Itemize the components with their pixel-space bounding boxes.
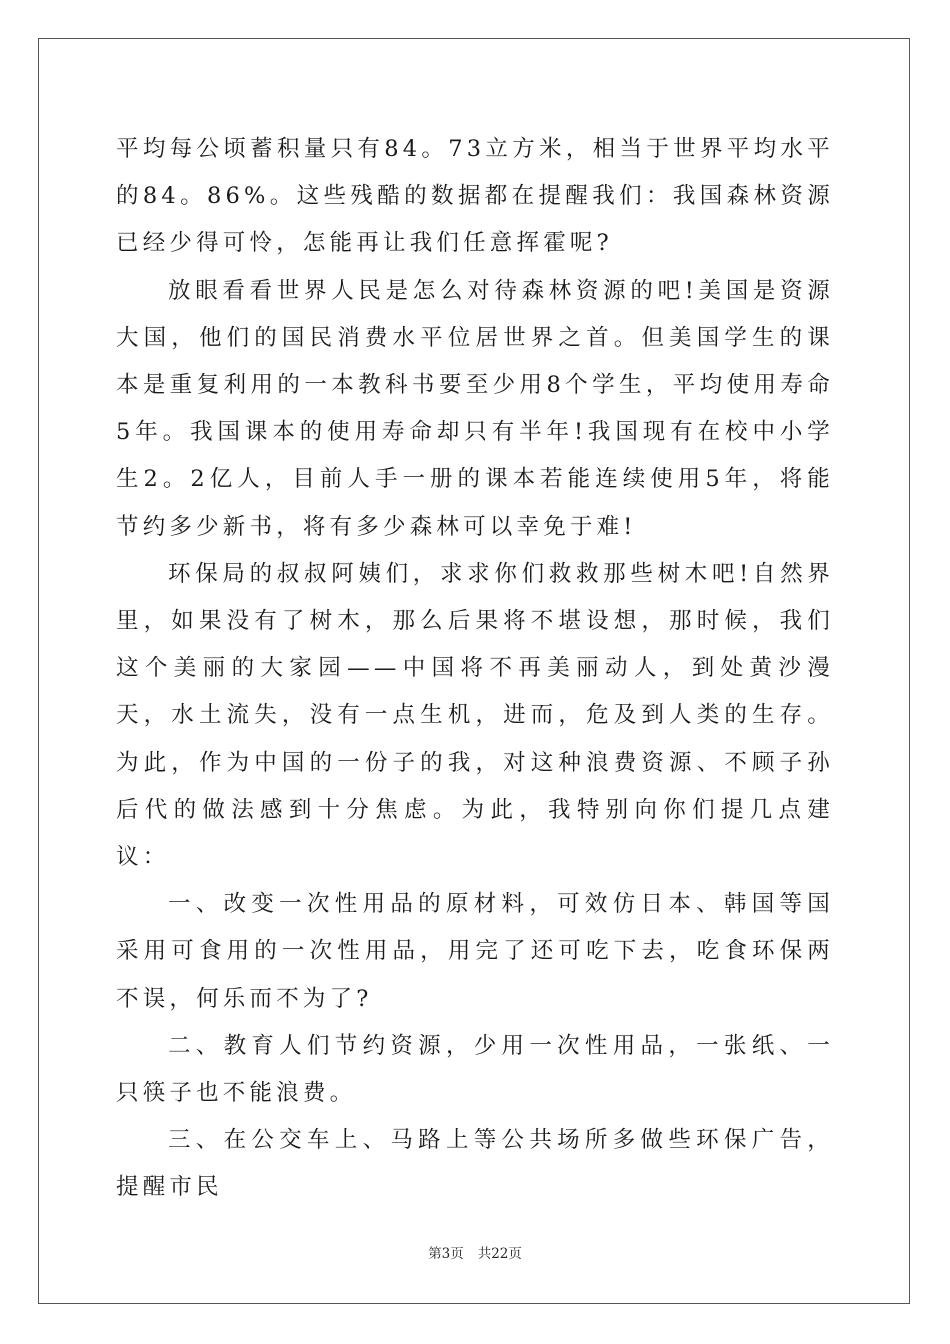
document-body — [116, 126, 834, 1212]
paragraph-5: 二、教育人们节约资源，少用一次性用品，一张纸、一只筷子也不能浪费。 — [116, 1032, 834, 1107]
page-footer — [0, 1245, 950, 1263]
paragraph-2: 放眼看看世界人民是怎么对待森林资源的吧!美国是资源大国，他们的国民消费水平位居世界之首。但美国学生的课本是重复利用的一本教科书要至少用8个学生，平均使用寿命5年。我国课本的使用寿命却只有半年!我国现有在校中小学生2。2亿人，目前人手一册的课本若能连续使用5年，将能节约多少新书，将有多少森林可以幸免于难! — [116, 277, 834, 540]
page-number: 第3页 — [428, 1246, 464, 1262]
paragraph-3: 环保局的叔叔阿姨们，求求你们救救那些树木吧!自然界里，如果没有了树木，那么后果将不堪设想，那时候，我们这个美丽的大家园——中国将不再美丽动人，到处黄沙漫天，水土流失，没有一点生机，进而，危及到人类的生存。为此，作为中国的一份子的我，对这种浪费资源、不顾子孙后代的做法感到十分焦虑。为此，我特别向你们提几点建议： — [116, 560, 834, 871]
paragraph-6: 三、在公交车上、马路上等公共场所多做些环保广告，提醒市民 — [116, 1127, 834, 1201]
paragraph-4: 一、改变一次性用品的原材料，可效仿日本、韩国等国采用可食用的一次性用品，用完了还可吃下去，吃食环保两不误，何乐而不为了? — [116, 891, 834, 1012]
total-pages: 共22页 — [477, 1246, 522, 1262]
paragraph-1: 平均每公顷蓄积量只有84。73立方米，相当于世界平均水平的84。86%。这些残酷的数据都在提醒我们：我国森林资源已经少得可怜，怎能再让我们任意挥霍呢? — [116, 136, 834, 257]
